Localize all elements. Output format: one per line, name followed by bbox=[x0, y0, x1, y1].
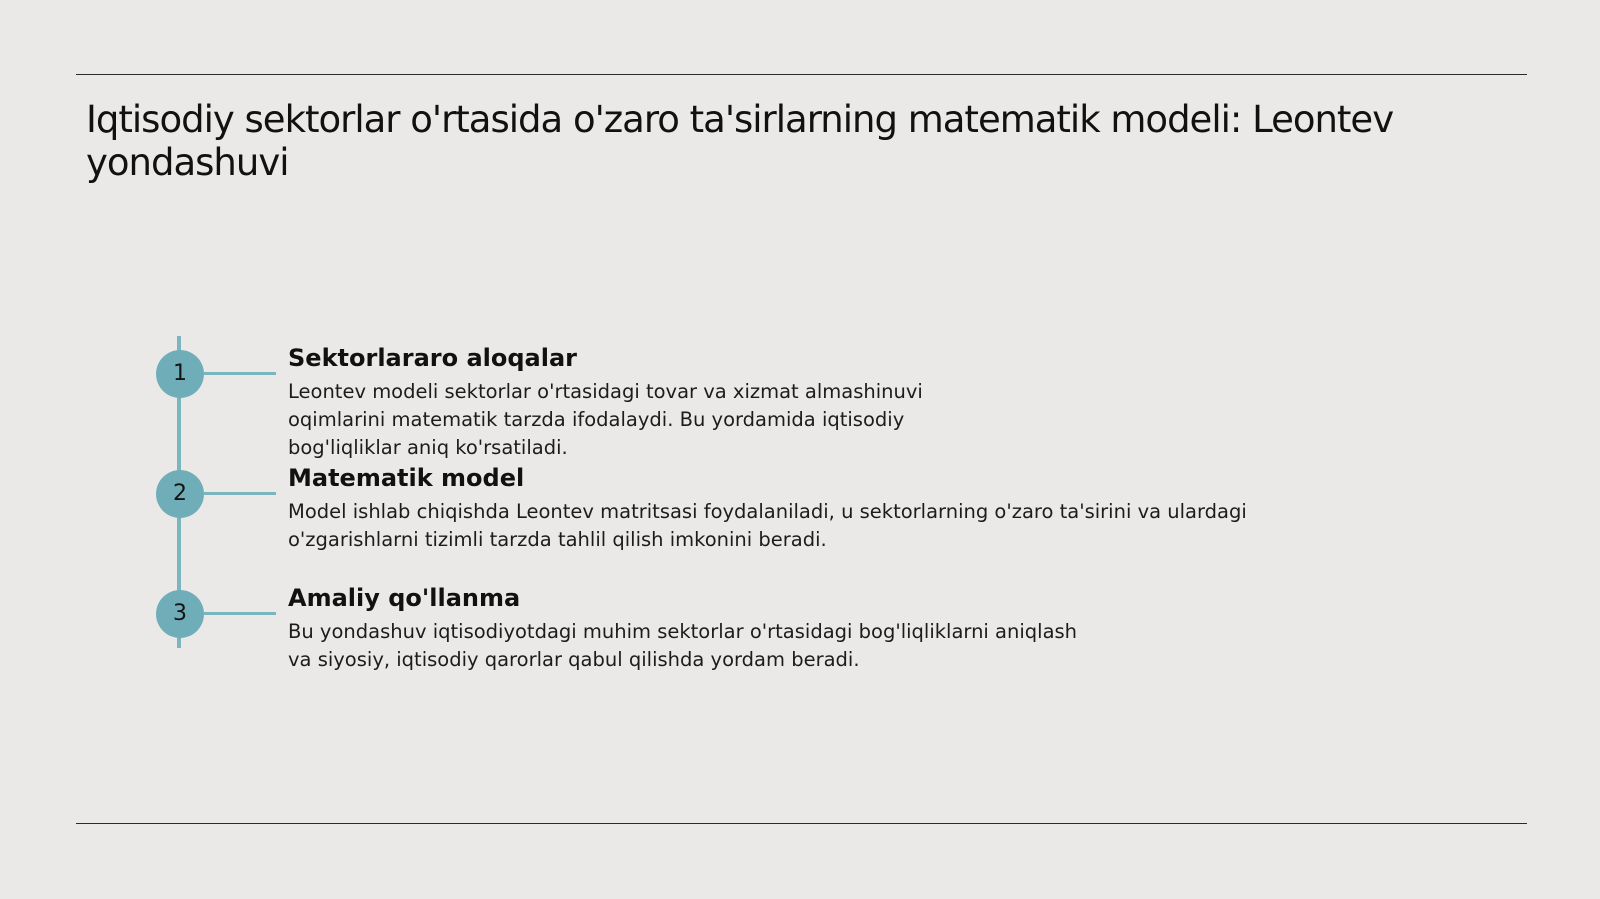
step-connector bbox=[204, 372, 276, 375]
top-divider bbox=[76, 74, 1527, 75]
slide-title: Iqtisodiy sektorlar o'rtasida o'zaro ta'sirlarning matematik modeli: Leontev yondashuvi bbox=[86, 98, 1394, 184]
step-number-badge: 2 bbox=[156, 470, 204, 518]
bottom-divider bbox=[76, 823, 1527, 824]
step-description: Model ishlab chiqishda Leontev matritsasi foydalaniladi, u sektorlarning o'zaro ta'sirini va ulardagi o'zgarishlarni tizimli tarzda tahlil qilish imkonini beradi. bbox=[288, 500, 1247, 551]
step-heading: Matematik model bbox=[288, 464, 525, 492]
step-connector bbox=[204, 492, 276, 495]
step-number-badge: 1 bbox=[156, 350, 204, 398]
step-description: Leontev modeli sektorlar o'rtasidagi tovar va xizmat almashinuvi oqimlarini matematik tarzda ifodalaydi. Bu yordamida iqtisodiy bog'liqliklar aniq ko'rsatiladi. bbox=[288, 380, 923, 459]
step-number-badge: 3 bbox=[156, 590, 204, 638]
step-connector bbox=[204, 612, 276, 615]
step-heading: Amaliy qo'llanma bbox=[288, 584, 521, 612]
step-heading: Sektorlararo aloqalar bbox=[288, 344, 577, 372]
step-description: Bu yondashuv iqtisodiyotdagi muhim sektorlar o'rtasidagi bog'liqliklarni aniqlash va siyosiy, iqtisodiy qarorlar qabul qilishda yordam beradi. bbox=[288, 620, 1078, 671]
